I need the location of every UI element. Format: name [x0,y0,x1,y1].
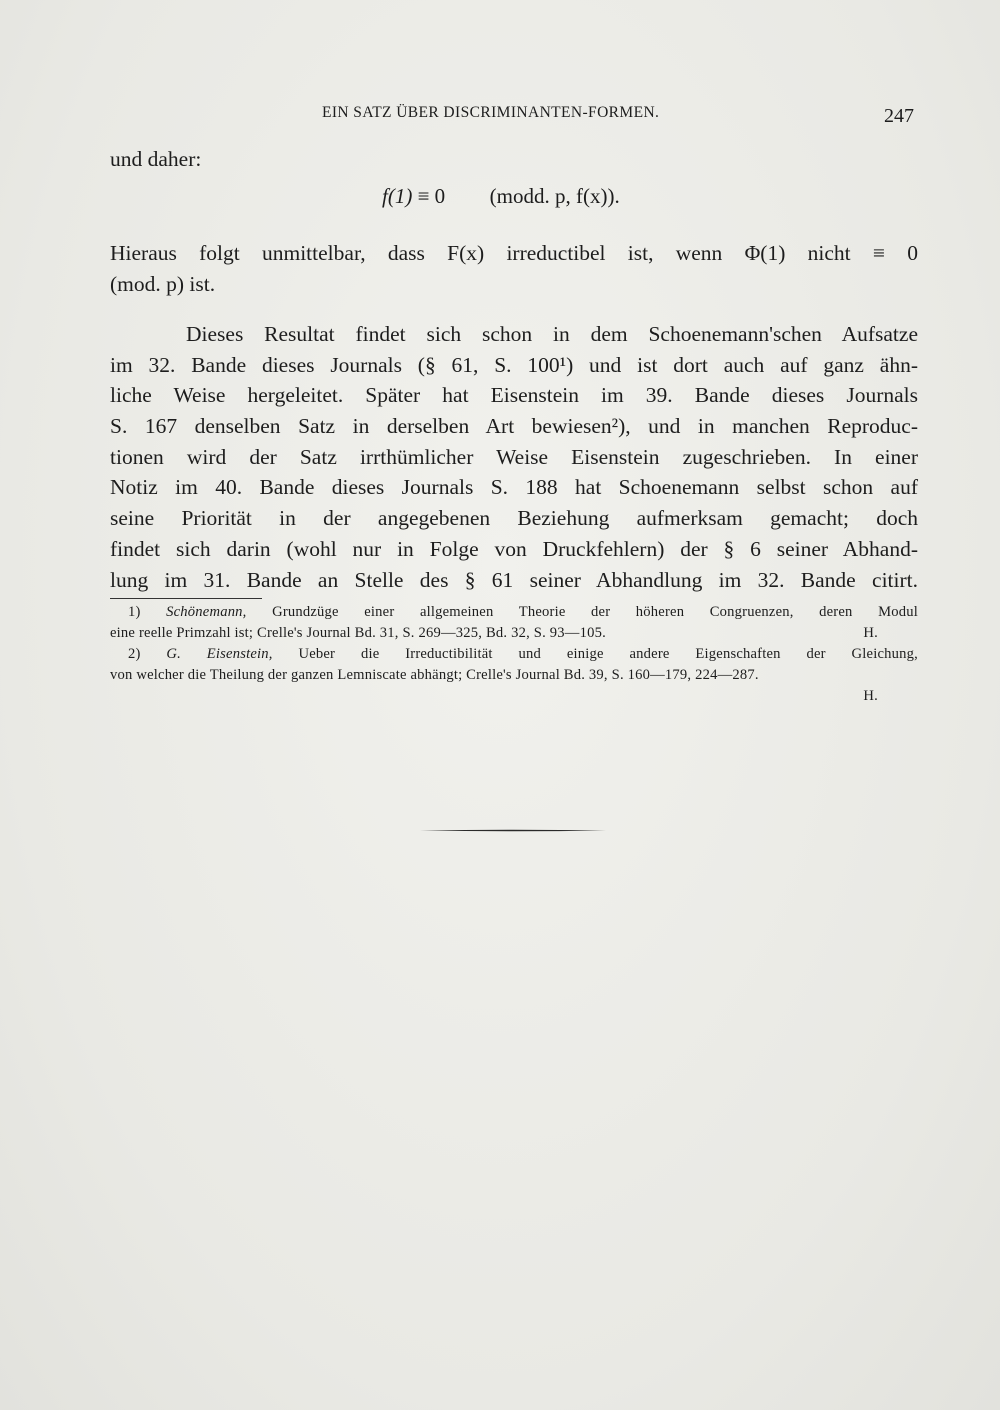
footnote-1-text-2: eine reelle Primzahl ist; Crelle's Journal Bd. 31, S. 269—325, Bd. 32, S. 93—105. [110,625,606,641]
footnote-2-text: Ueber die Irreductibilität und einige andere Eigenschaften der Gleichung, [298,646,918,662]
para2-line: S. 167 denselben Satz in derselben Art bewiesen²), und in manchen Reproduc- [110,414,918,439]
para2-line: im 32. Bande dieses Journals (§ 61, S. 100¹) und ist dort auch auf ganz ähn- [110,352,918,377]
footnote-2-line-2: von welcher die Theilung der ganzen Lemniscate abhängt; Crelle's Journal Bd. 39, S. 160—179, 224—287. [110,667,759,683]
paragraph-1 [110,238,918,299]
para2-line: findet sich darin (wohl nur in Folge von Druckfehlern) der § 6 seiner Abhand- [110,536,918,561]
page-number: 247 [884,105,914,127]
footnote-1-signature: H. [863,625,878,641]
intro-text [110,144,918,175]
footnote-divider [110,598,262,599]
formula-lhs: f(1) [382,184,413,208]
footnote-2-author: G. Eisenstein, [166,646,273,662]
footnote-1-line-1 [110,602,918,623]
para1-line: (mod. p) ist. [110,271,216,296]
para2-line: Dieses Resultat findet sich schon in dem Schoenemann'schen Aufsatze [186,322,918,346]
footnotes [110,602,918,707]
footnote-2-marker: 2) [128,646,141,662]
footnote-1-line-2 [110,623,918,644]
footnote-1-text: Grundzüge einer allgemeinen Theorie der höheren Congruenzen, deren Modul [272,604,918,620]
footnote-1-author: Schönemann, [166,604,247,620]
para2-line: lung im 31. Bande an Stelle des § 61 seiner Abhandlung im 32. Bande citirt. [110,567,918,592]
para1-line: Hieraus folgt unmittelbar, dass F(x) irreductibel ist, wenn Φ(1) nicht ≡ 0 [110,241,918,265]
footnote-2-signature: H. [863,688,878,704]
footnote-2-line-1 [110,644,918,665]
intro-line: und daher: [110,147,202,171]
end-rule [420,829,606,832]
para2-line: tionen wird der Satz irrthümlicher Weise Eisenstein zugeschrieben. In einer [110,444,918,469]
congruence-formula [382,184,620,209]
footnote-1-marker: 1) [128,604,141,620]
para2-line: seine Priorität in der angegebenen Beziehung aufmerksam gemacht; doch [110,506,918,531]
formula-modulus: (modd. p, f(x)). [489,184,620,208]
formula-rhs: 0 [434,184,446,208]
para2-line: liche Weise hergeleitet. Später hat Eisenstein im 39. Bande dieses Journals [110,383,918,408]
para2-line: Notiz im 40. Bande dieses Journals S. 188 hat Schoenemann selbst schon auf [110,475,918,500]
paragraph-2 [110,319,918,595]
running-title: EIN SATZ ÜBER DISCRIMINANTEN-FORMEN. [322,104,660,121]
formula-relation: ≡ [417,184,430,208]
